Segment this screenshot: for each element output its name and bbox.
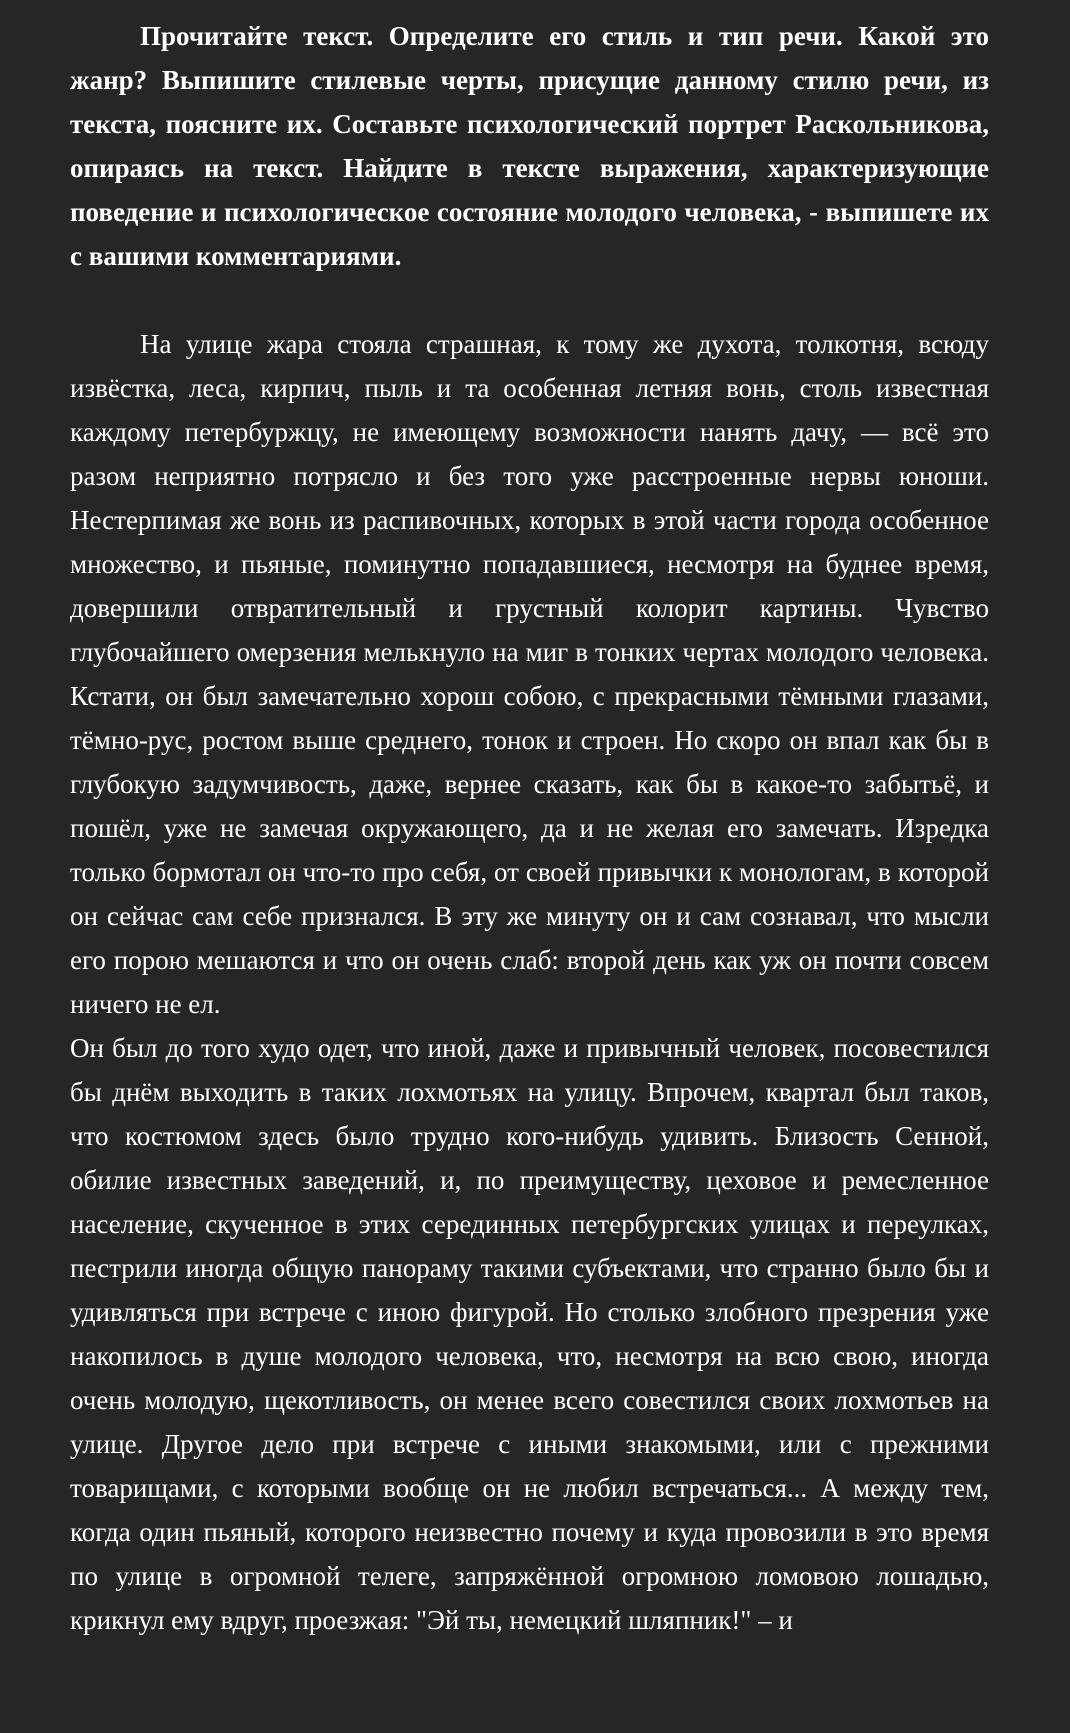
text-paragraph-1: На улице жара стояла страшная, к тому же духота, толкотня, всюду извёстка, леса, кирпич, пыль и та особенная летняя вонь, столь известная каждому петербуржцу, не имеющему возможности нанять дачу, — всё это разом неприятно потрясло и без того уже расстроенные нервы юноши. Нестерпимая же вонь из распивочных, которых в этой части города особенное множество, и пьяные, поминутно попадавшиеся, несмотря на буднее время, довершили отвратительный и грустный колорит картины. Чувство глубочайшего омерзения мелькнуло на миг в тонких чертах молодого человека. Кстати, он был замечательно хорош собою, с прекрасными тёмными глазами, тёмно-рус, ростом выше среднего, тонок и строен. Но скоро он впал как бы в глубокую задумчивость, даже, вернее сказать, как бы в какое-то забытьё, и пошёл, уже не замечая окружающего, да и не желая его замечать. Изредка только бормотал он что-то про себя, от своей привычки к монологам, в которой он сейчас сам себе признался. В эту же минуту он и сам сознавал, что мысли его порою мешаются и что он очень слаб: второй день как уж он почти совсем ничего не ел. (70, 329, 989, 1019)
document-page (70, 14, 989, 1642)
text-paragraph-2: Он был до того худо одет, что иной, даже и привычный человек, посовестился бы днём выходить в таких лохмотьях на улицу. Впрочем, квартал был таков, что костюмом здесь было трудно кого-нибудь удивить. Близость Сенной, обилие известных заведений, и, по преимуществу, цеховое и ремесленное население, скученное в этих серединных петербургских улицах и переулках, пестрили иногда общую панораму такими субъектами, что странно было бы и удивляться при встрече с иною фигурой. Но столько злобного презрения уже накопилось в душе молодого человека, что, несмотря на всю свою, иногда очень молодую, щекотливость, он менее всего совестился своих лохмотьев на улице. Другое дело при встрече с иными знакомыми, или с прежними товарищами, с которыми вообще он не любил встречаться... А между тем, когда один пьяный, которого неизвестно почему и куда провозили в это время по улице в огромной телеге, запряжённой огромною ломовою лошадью, крикнул ему вдруг, проезжая: "Эй ты, немецкий шляпник!" – и (70, 1033, 989, 1635)
task-instructions: Прочитайте текст. Определите его стиль и тип речи. Какой это жанр? Выпишите стилевые черты, присущие данному стилю речи, из текста, поясните их. Составьте психологический портрет Раскольникова, опираясь на текст. Найдите в тексте выражения, характеризующие поведение и психологическое состояние молодого человека, - выпишете их с вашими комментариями. (70, 21, 989, 271)
